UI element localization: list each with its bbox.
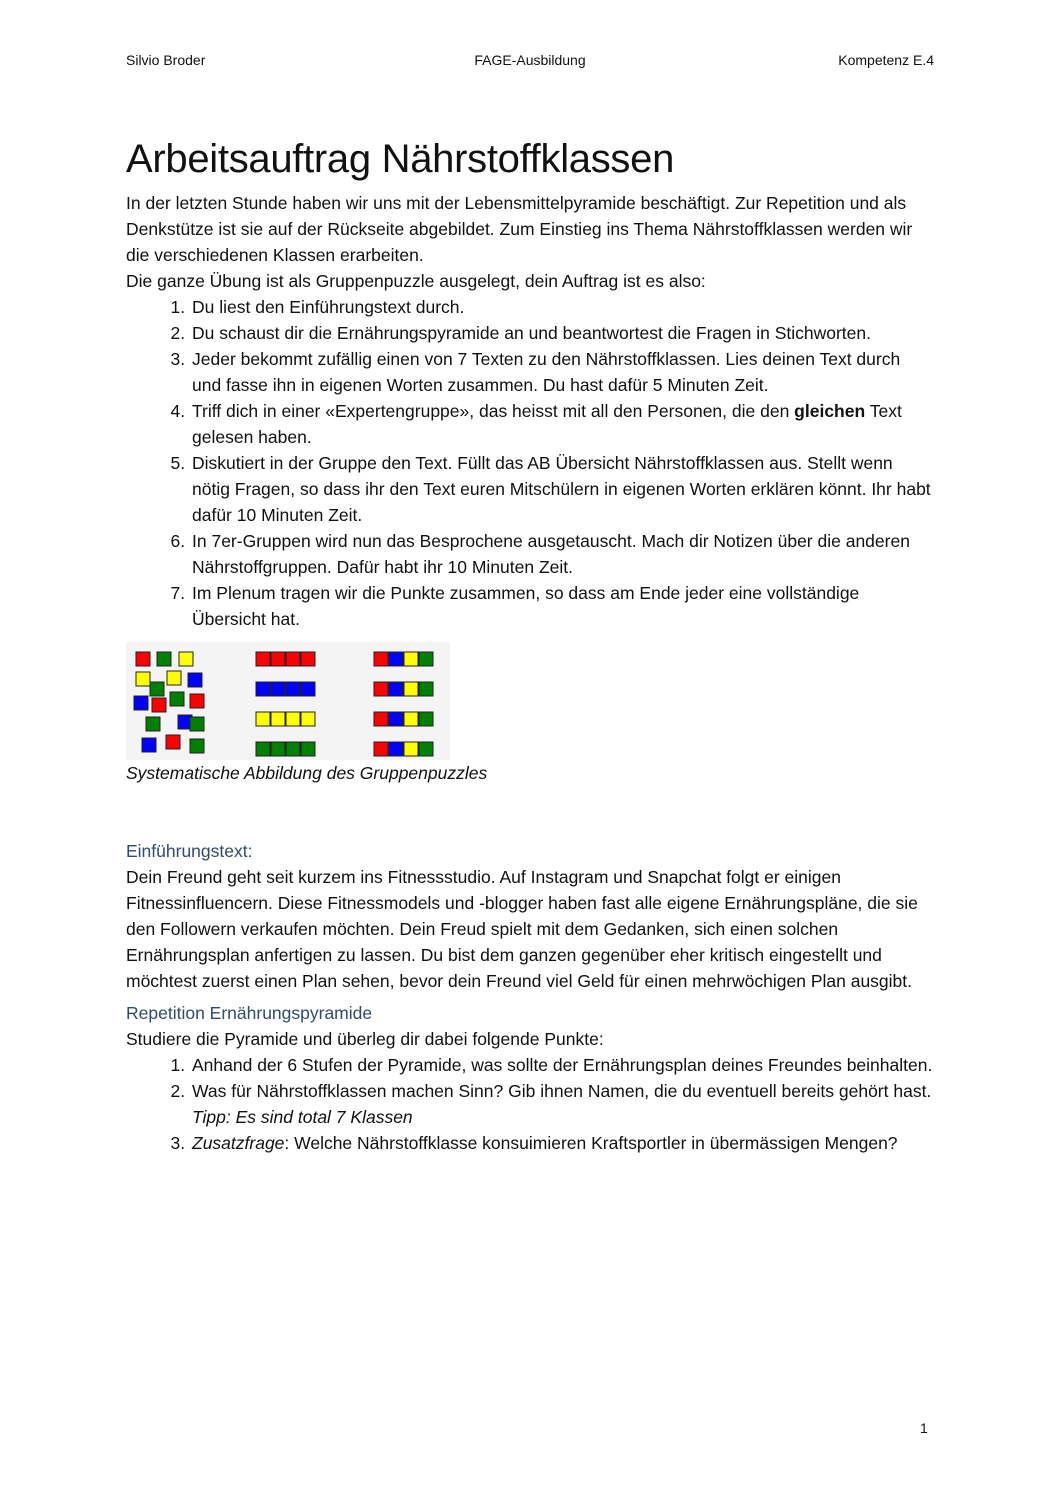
expert-group-1-member-1 <box>256 652 270 666</box>
expert-group-4-member-3 <box>286 742 300 756</box>
scattered-person-14 <box>190 717 204 731</box>
scattered-person-3 <box>179 652 193 666</box>
expert-group-2-member-2 <box>271 682 285 696</box>
expert-group-1-member-4 <box>301 652 315 666</box>
task-step-4-after: Text gelesen haben. <box>192 401 902 447</box>
scattered-person-16 <box>166 735 180 749</box>
repetition-question-2 <box>190 1078 934 1130</box>
task-step-3: 3. Jeder bekommt zufällig einen von 7 Texten zu den Nährstoffklassen. Lies deinen Text durch und fasse ihn in eigenen Worten zusammen. Du hast dafür 5 Minuten Zeit. <box>190 346 934 398</box>
scattered-person-8 <box>134 696 148 710</box>
repetition-question-2-tip: Tipp: Es sind total 7 Klassen <box>192 1107 413 1127</box>
intro-paragraph-2: Die ganze Übung ist als Gruppenpuzzle ausgelegt, dein Auftrag ist es also: <box>126 271 706 291</box>
document-body <box>126 132 934 1156</box>
mixed-group-1-member-1 <box>374 652 388 666</box>
expert-group-2-member-1 <box>256 682 270 696</box>
scattered-person-1 <box>136 652 150 666</box>
task-step-4-bold: gleichen <box>794 401 866 421</box>
scattered-person-9 <box>152 698 166 712</box>
header-author: Silvio Broder <box>126 52 206 68</box>
spacer <box>126 786 934 838</box>
intro-text-body: Dein Freund geht seit kurzem ins Fitnessstudio. Auf Instagram und Snapchat folgt er einigen Fitnessinfluencern. Diese Fitnessmodels und -blogger haben fast alle eigene Ernährungspläne, die sie den Followern verkaufen möchten. Dein Freud spielt mit dem Gedanken, sich einen solchen Ernährungsplan anfertigen zu lassen. Du bist dem ganzen gegenüber eher kritisch eingestellt und möchtest zuerst einen Plan sehen, bevor dein Freund viel Geld für einen mehrwöchigen Plan ausgibt. <box>126 867 918 991</box>
expert-group-4-member-2 <box>271 742 285 756</box>
scattered-person-5 <box>167 671 181 685</box>
header-competence: Kompetenz E.4 <box>838 52 934 68</box>
mixed-group-3-member-4 <box>419 712 433 726</box>
scattered-person-6 <box>188 673 202 687</box>
repetition-question-1: 1. Anhand der 6 Stufen der Pyramide, was sollte der Ernährungsplan deines Freundes beinhalten. <box>190 1052 934 1078</box>
mixed-group-1-member-2 <box>389 652 403 666</box>
repetition-question-3-text: : Welche Nährstoffklasse konsuimieren Kraftsportler in übermässigen Mengen? <box>284 1133 898 1153</box>
mixed-group-4-member-1 <box>374 742 388 756</box>
mixed-group-2-member-4 <box>419 682 433 696</box>
expert-group-2-member-3 <box>286 682 300 696</box>
expert-group-4-member-1 <box>256 742 270 756</box>
mixed-group-4-member-3 <box>404 742 418 756</box>
page-number: 1 <box>920 1420 928 1436</box>
mixed-group-2-member-2 <box>389 682 403 696</box>
repetition-questions-list <box>126 1052 934 1156</box>
mixed-group-3-member-1 <box>374 712 388 726</box>
group-puzzle-illustration <box>126 642 450 760</box>
task-step-7: 7. Im Plenum tragen wir die Punkte zusammen, so dass am Ende jeder eine vollständige Übersicht hat. <box>190 580 934 632</box>
expert-group-3-member-1 <box>256 712 270 726</box>
task-steps-list <box>126 294 934 632</box>
figure-caption: Systematische Abbildung des Gruppenpuzzles <box>126 763 488 783</box>
scattered-person-15 <box>142 738 156 752</box>
expert-group-3-member-3 <box>286 712 300 726</box>
document-title: Arbeitsauftrag Nährstoffklassen <box>126 137 675 181</box>
mixed-group-1-member-3 <box>404 652 418 666</box>
expert-group-3-member-4 <box>301 712 315 726</box>
task-step-5: 5. Diskutiert in der Gruppe den Text. Füllt das AB Übersicht Nährstoffklassen aus. Stellt wenn nötig Fragen, so dass ihr den Text euren Mitschülern in eigenen Worten erklären könnt. Ihr habt dafür 10 Minuten Zeit. <box>190 450 934 528</box>
scattered-person-10 <box>170 692 184 706</box>
header-course: FAGE-Ausbildung <box>474 52 586 68</box>
expert-group-1-member-2 <box>271 652 285 666</box>
mixed-group-3-member-3 <box>404 712 418 726</box>
mixed-group-4-member-2 <box>389 742 403 756</box>
mixed-group-4-member-4 <box>419 742 433 756</box>
task-step-1: 1. Du liest den Einführungstext durch. <box>190 294 934 320</box>
scattered-person-17 <box>190 739 204 753</box>
mixed-group-2-member-3 <box>404 682 418 696</box>
repetition-heading: Repetition Ernährungspyramide <box>126 1003 373 1023</box>
task-step-4 <box>190 398 934 450</box>
expert-group-3-member-2 <box>271 712 285 726</box>
repetition-intro: Studiere die Pyramide und überleg dir dabei folgende Punkte: <box>126 1029 604 1049</box>
task-step-4-before: Triff dich in einer «Expertengruppe», das heisst mit all den Personen, die den <box>192 401 795 421</box>
scattered-person-2 <box>157 652 171 666</box>
mixed-group-3-member-2 <box>389 712 403 726</box>
scattered-person-4 <box>136 672 150 686</box>
task-step-2: 2. Du schaust dir die Ernährungspyramide an und beantwortest die Fragen in Stichworten. <box>190 320 934 346</box>
mixed-group-2-member-1 <box>374 682 388 696</box>
task-step-6: 6. In 7er-Gruppen wird nun das Besprochene ausgetauscht. Mach dir Notizen über die anderen Nährstoffgruppen. Dafür habt ihr 10 Minuten Zeit. <box>190 528 934 580</box>
expert-group-2-member-4 <box>301 682 315 696</box>
repetition-question-3-label: Zusatzfrage <box>192 1133 285 1153</box>
group-puzzle-figure <box>126 642 450 760</box>
repetition-question-2-text: Was für Nährstoffklassen machen Sinn? Gib ihnen Namen, die du eventuell bereits gehört hast. <box>192 1081 932 1101</box>
intro-paragraph-1: In der letzten Stunde haben wir uns mit der Lebensmittelpyramide beschäftigt. Zur Repetition und als Denkstütze ist sie auf der Rückseite abgebildet. Zum Einstieg ins Thema Nährstoffklassen werden wir die verschiedenen Klassen erarbeiten. <box>126 193 913 265</box>
expert-group-4-member-4 <box>301 742 315 756</box>
scattered-person-12 <box>146 717 160 731</box>
intro-text-heading: Einführungstext: <box>126 841 253 861</box>
mixed-group-1-member-4 <box>419 652 433 666</box>
scattered-person-11 <box>190 694 204 708</box>
expert-group-1-member-3 <box>286 652 300 666</box>
repetition-question-3 <box>190 1130 934 1156</box>
scattered-person-7 <box>150 682 164 696</box>
